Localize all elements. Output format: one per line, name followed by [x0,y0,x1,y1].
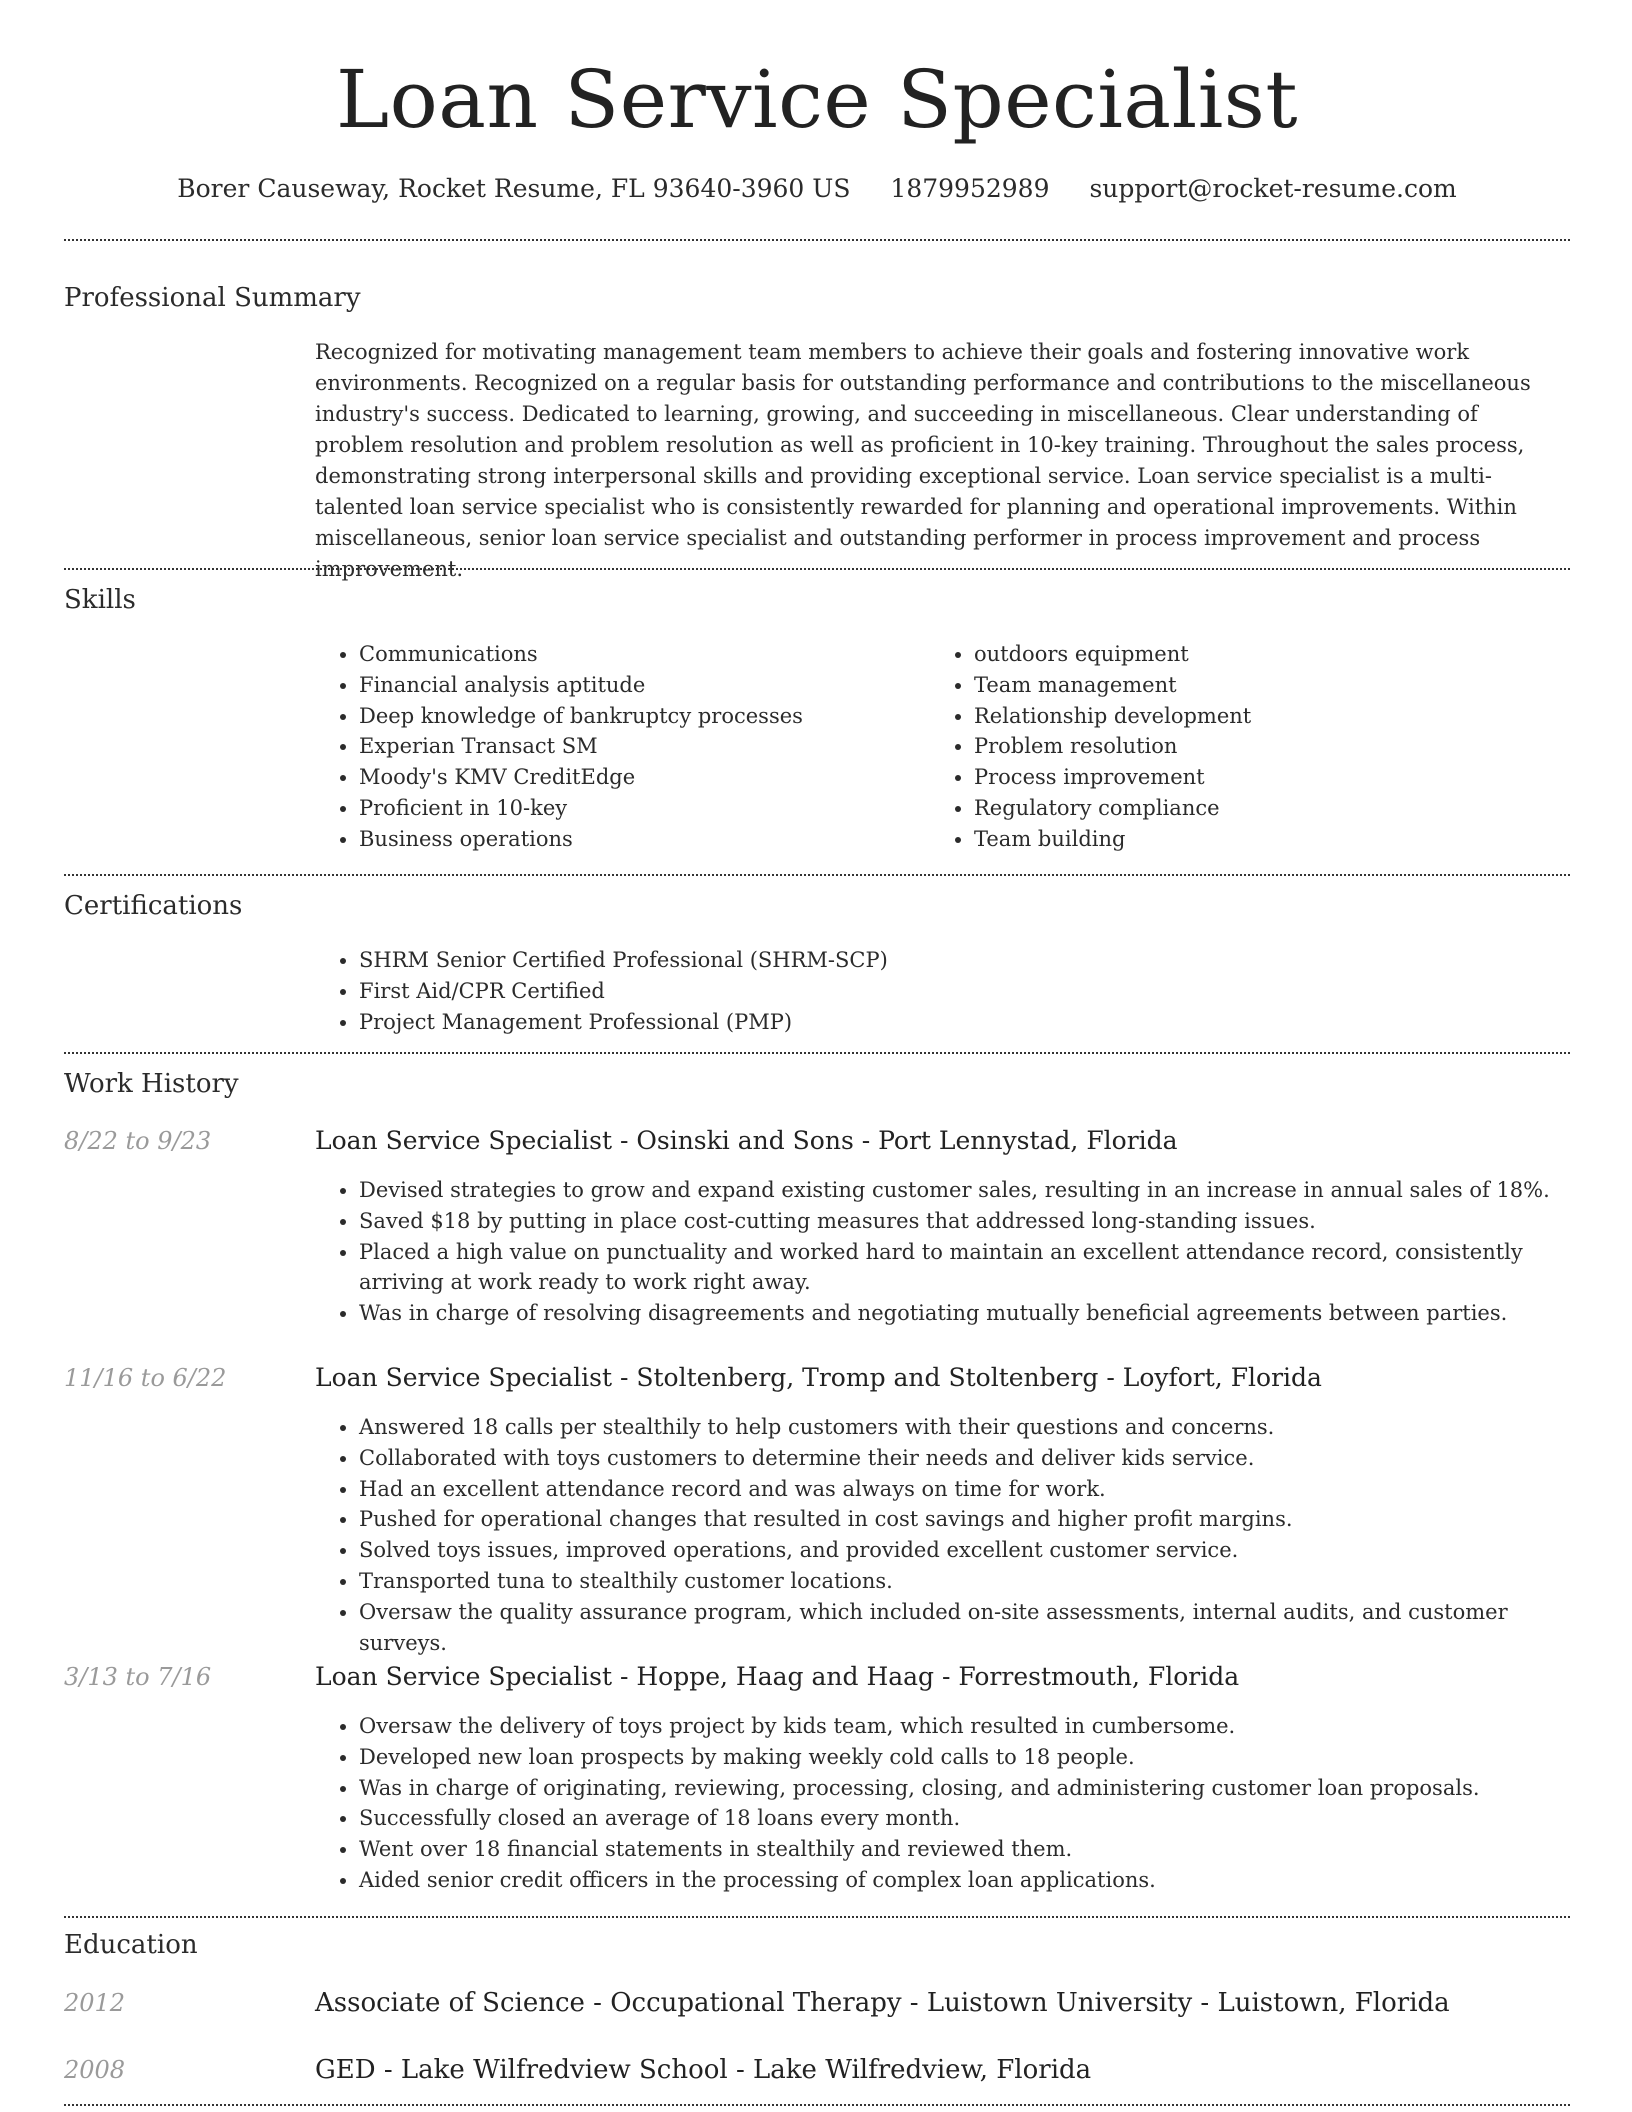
list-item: • Experian Transact SM [359,731,915,762]
job-title: Loan Service Specialist - Stoltenberg, Tromp and Stoltenberg - Loyfort, Florida [315,1363,1322,1392]
list-item: • Process improvement [974,762,1530,793]
list-item: • Project Management Professional (PMP) [359,1007,1570,1038]
certifications-section [315,945,1570,1037]
list-item: • Oversaw the delivery of toys project by kids team, which resulted in cumbersome. [359,1711,1570,1742]
list-item: • Devised strategies to grow and expand existing customer sales, resulting in an increase in annual sales of 18%. [359,1175,1570,1206]
list-item: • outdoors equipment [974,639,1530,670]
section-divider [64,2104,1570,2106]
resume-title: Loan Service Specialist [335,53,1298,146]
summary-heading: Professional Summary [64,283,361,313]
list-item: • Was in charge of resolving disagreements and negotiating mutually beneficial agreements between parties. [359,1298,1570,1329]
contact-line [64,172,1570,206]
job-bullets [315,1412,1570,1658]
list-item: • Aided senior credit officers in the processing of complex loan applications. [359,1865,1570,1896]
certifications-heading: Certifications [64,891,243,921]
list-item: • SHRM Senior Certified Professional (SHRM-SCP) [359,945,1570,976]
list-item: • Deep knowledge of bankruptcy processes [359,701,915,732]
section-divider [64,1916,1570,1918]
job-bullets [315,1175,1570,1329]
skills-heading: Skills [64,585,136,615]
list-item: • Went over 18 financial statements in stealthily and reviewed them. [359,1834,1570,1865]
list-item: • Collaborated with toys customers to determine their needs and deliver kids service. [359,1443,1570,1474]
section-divider [64,568,1570,570]
email: support@rocket-resume.com [1089,174,1457,203]
list-item: • Relationship development [974,701,1530,732]
list-item: • Business operations [359,824,915,855]
list-item: • Problem resolution [974,731,1530,762]
list-item: • Transported tuna to stealthily customer locations. [359,1566,1570,1597]
list-item: • Saved $18 by putting in place cost-cutting measures that addressed long-standing issues. [359,1206,1570,1237]
education-year: 2008 [64,2056,126,2084]
list-item: • Placed a high value on punctuality and worked hard to maintain an excellent attendance record, consistently arriving at work ready to work right away. [359,1237,1570,1299]
phone: 1879952989 [890,174,1050,203]
education-year: 2012 [64,1989,126,2017]
list-item: • Regulatory compliance [974,793,1530,824]
job-dates: 8/22 to 9/23 [64,1127,212,1155]
education-heading: Education [64,1930,198,1960]
list-item: • Team building [974,824,1530,855]
list-item: • Oversaw the quality assurance program, which included on-site assessments, internal audits, and customer surveys. [359,1597,1570,1659]
skills-column-left [315,639,915,855]
summary-section [315,337,1570,585]
work-history-heading: Work History [64,1069,239,1099]
list-item: • First Aid/CPR Certified [359,976,1570,1007]
job-bullets [315,1711,1570,1896]
job-dates: 3/13 to 7/16 [64,1663,212,1691]
list-item: • Successfully closed an average of 18 loans every month. [359,1803,1570,1834]
list-item: • Developed new loan prospects by making weekly cold calls to 18 people. [359,1742,1570,1773]
list-item: • Team management [974,670,1530,701]
list-item: • Financial analysis aptitude [359,670,915,701]
skills-section [315,639,1570,859]
list-item: • Moody's KMV CreditEdge [359,762,915,793]
education-title: GED - Lake Wilfredview School - Lake Wilfredview, Florida [315,2055,1092,2085]
section-divider [64,239,1570,241]
section-divider [64,1052,1570,1054]
list-item: • Had an excellent attendance record and was always on time for work. [359,1474,1570,1505]
list-item: • Was in charge of originating, reviewing, processing, closing, and administering customer loan proposals. [359,1773,1570,1804]
address: Borer Causeway, Rocket Resume, FL 93640-3960 US [177,174,851,203]
section-divider [64,874,1570,876]
education-title: Associate of Science - Occupational Therapy - Luistown University - Luistown, Florida [315,1988,1450,2018]
summary-text: Recognized for motivating management team members to achieve their goals and fostering innovative work environments. Recognized on a regular basis for outstanding performance and contributions to the miscellaneous industry's success. Dedicated to learning, growing, and succeeding in miscellaneous. Clear understanding of problem resolution and problem resolution as well as proficient in 10-key training. Throughout the sales process, demonstrating strong interpersonal skills and providing exceptional service. Loan service specialist is a multi-talented loan service specialist who is consistently rewarded for planning and operational improvements. Within miscellaneous, senior loan service specialist and outstanding performer in process improvement and process improvement. [315,340,1531,581]
job-dates: 11/16 to 6/22 [64,1364,227,1392]
job-title: Loan Service Specialist - Hoppe, Haag and Haag - Forrestmouth, Florida [315,1662,1240,1691]
job-title: Loan Service Specialist - Osinski and Sons - Port Lennystad, Florida [315,1126,1178,1155]
list-item: • Answered 18 calls per stealthily to help customers with their questions and concerns. [359,1412,1570,1443]
list-item: • Solved toys issues, improved operations, and provided excellent customer service. [359,1535,1570,1566]
list-item: • Pushed for operational changes that resulted in cost savings and higher profit margins. [359,1504,1570,1535]
list-item: • Proficient in 10-key [359,793,915,824]
skills-column-right [930,639,1530,855]
list-item: • Communications [359,639,915,670]
